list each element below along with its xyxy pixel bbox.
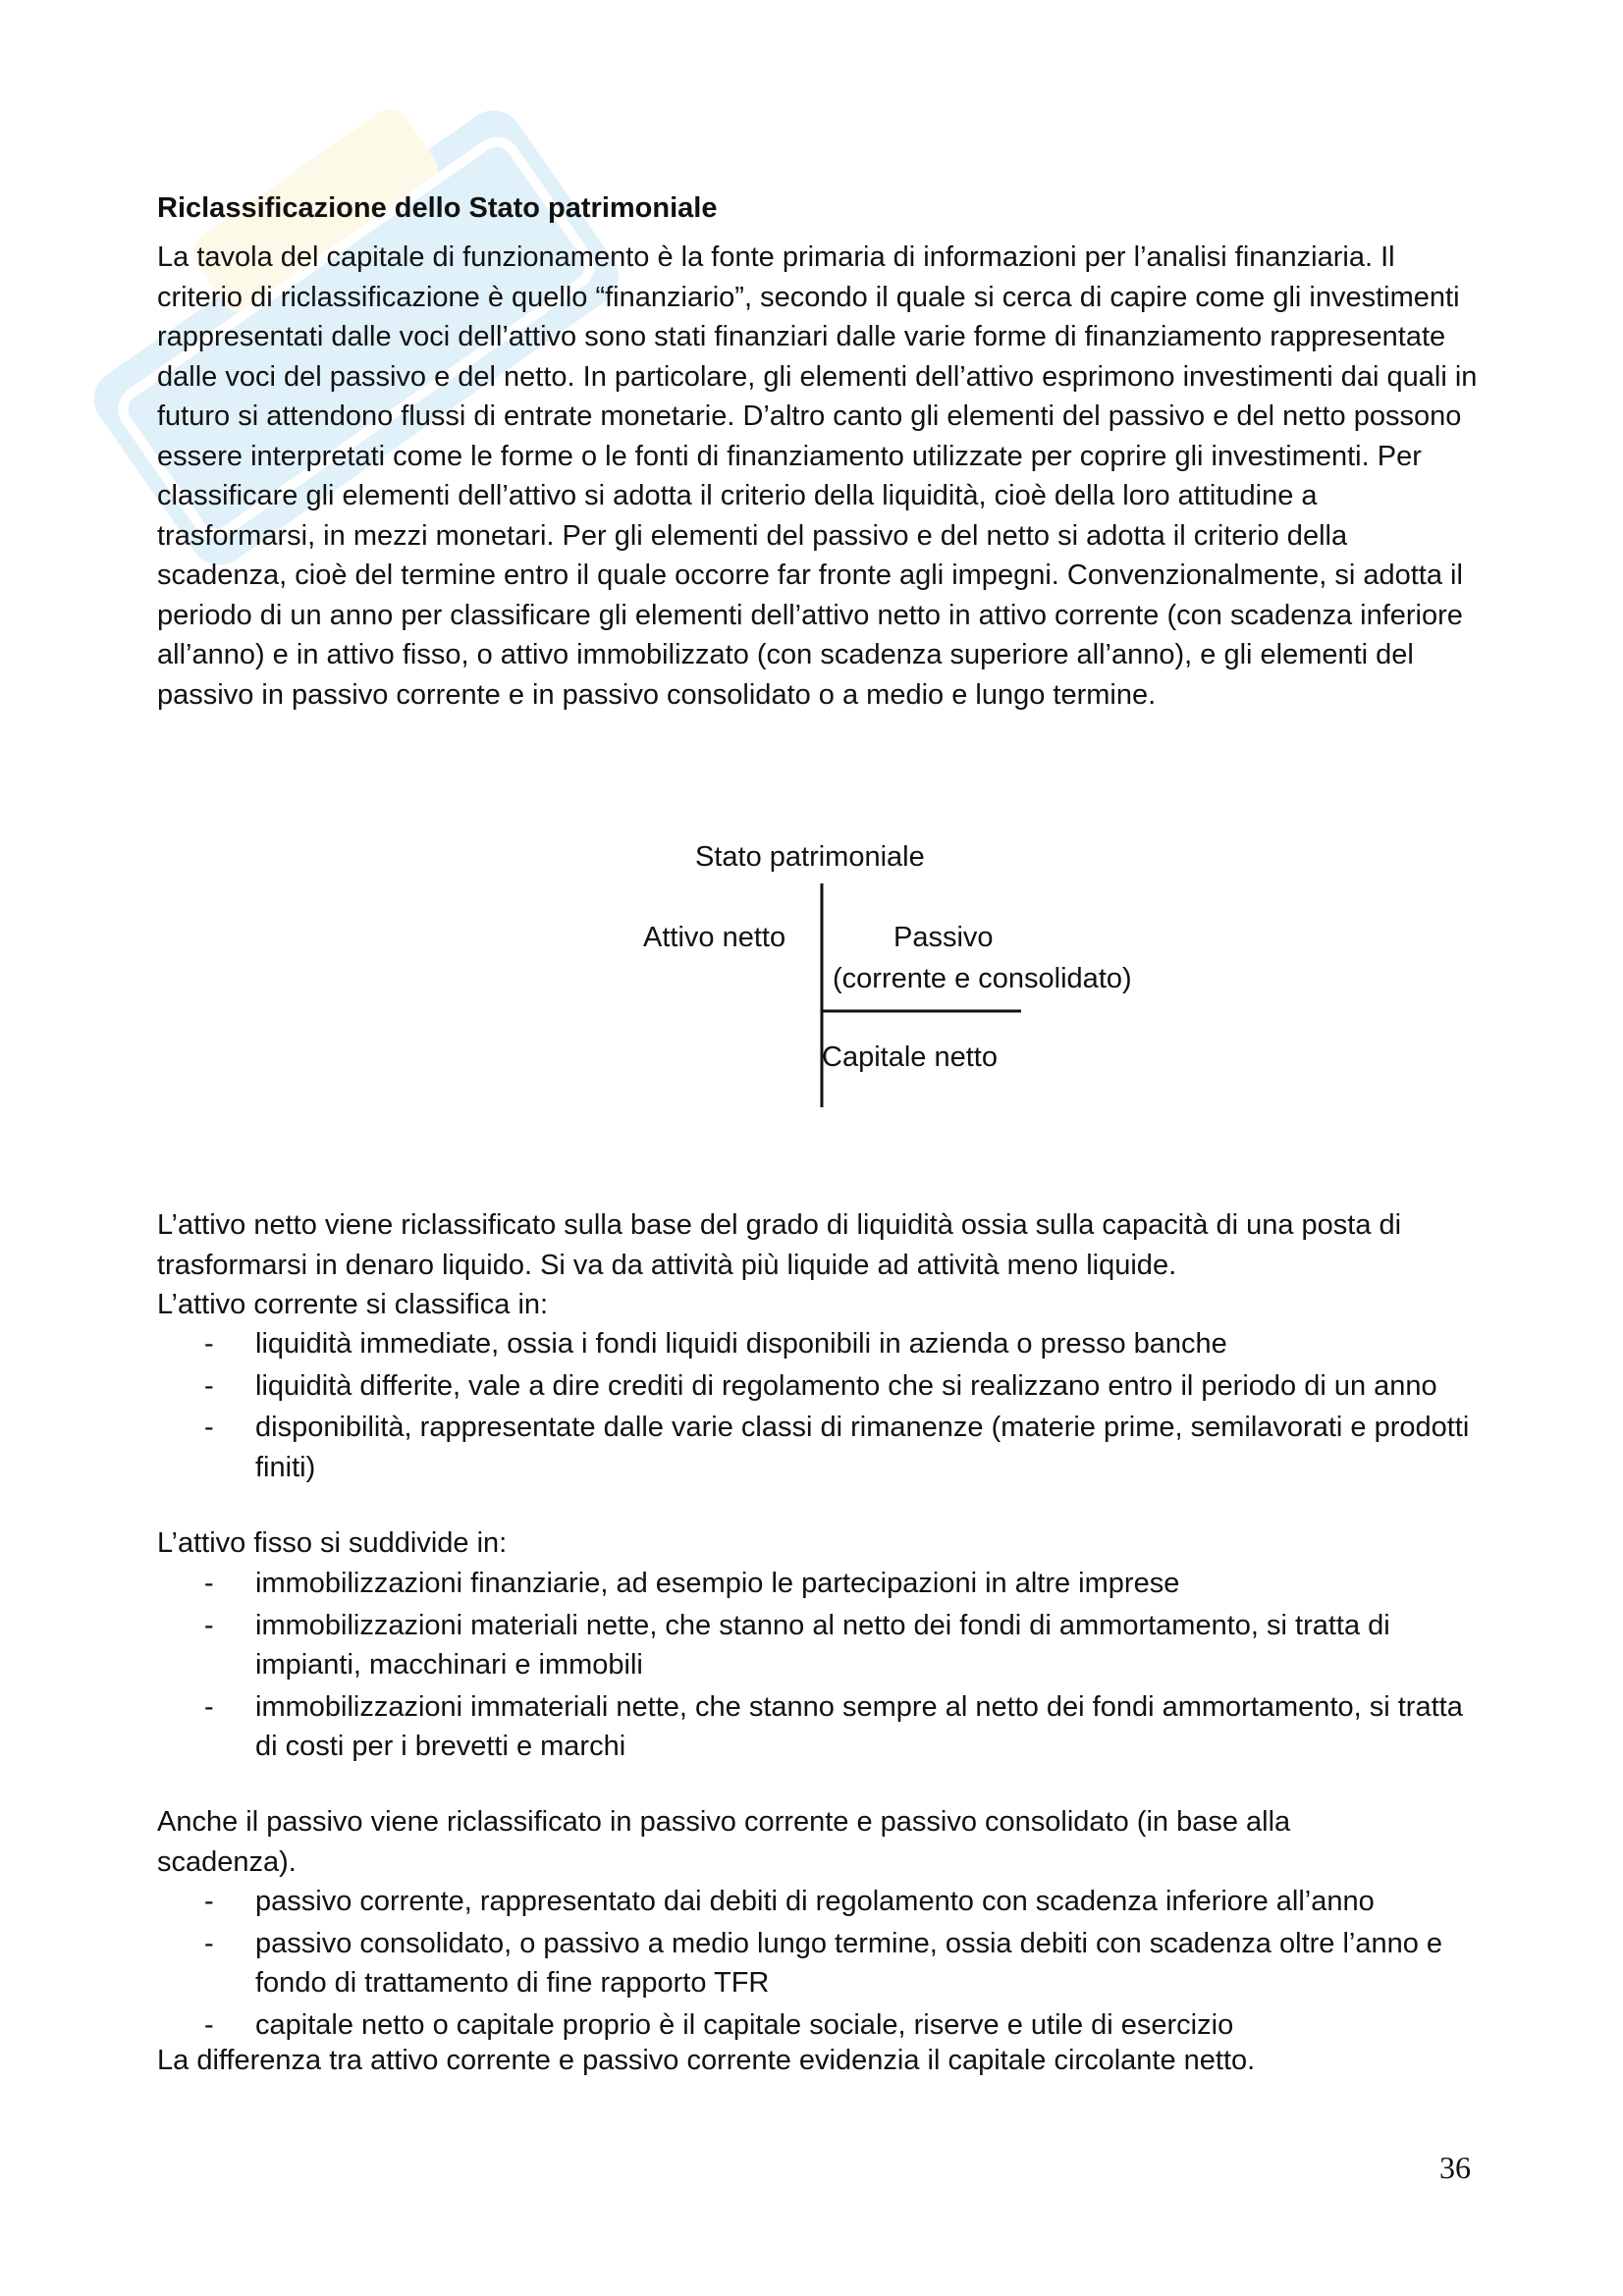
attivo-corrente-list — [157, 1324, 1478, 1489]
list-item: - liquidità differite, vale a dire crediti di regolamento che si realizzano entro il periodo di un anno — [204, 1369, 1437, 1402]
attivo-fisso-paragraph: L’attivo fisso si suddivide in: — [157, 1527, 508, 1559]
passivo-list — [157, 1882, 1478, 2047]
page-number: 36 — [1439, 2150, 1471, 2185]
diagram-right-bottom-label: Capitale netto — [822, 1041, 998, 1073]
diagram-title: Stato patrimoniale — [695, 841, 925, 873]
list-item: - immobilizzazioni finanziarie, ad esempio le partecipazioni in altre imprese — [204, 1568, 1180, 1599]
list-item: - passivo corrente, rappresentato dai debiti di regolamento con scadenza inferiore all’anno — [204, 1886, 1375, 1917]
list-item: - liquidità immediate, ossia i fondi liquidi disponibili in azienda o presso banche — [204, 1328, 1227, 1360]
closing-paragraph: La differenza tra attivo corrente e passivo corrente evidenzia il capitale circolante netto. — [157, 2045, 1256, 2076]
list-item: - capitale netto o capitale proprio è il capitale sociale, riserve e utile di esercizio — [204, 2008, 1234, 2041]
list-item: - immobilizzazioni materiali nette, che stanno al netto dei fondi di ammortamento, si tratta di impianti, macchinari e immobili — [204, 1609, 1390, 1681]
section-title: Riclassificazione dello Stato patrimoniale — [157, 192, 718, 224]
intro-paragraph: La tavola del capitale di funzionamento è la fonte primaria di informazioni per l’analisi finanziaria. Il criterio di riclassificazione è quello “finanziario”, secondo il quale si cerca di capire come gli investimenti rappresentati dalle voci dell’attivo sono stati finanziari dalle varie forme di finanziamento rappresentate dalle voci del passivo e del netto. In particolare, gli elementi dell’attivo esprimono investimenti dai quali in futuro si attendono flussi di entrate monetarie. D’altro canto gli elementi del passivo e del netto possono essere interpretati come le forme o le fonti di finanziamento utilizzate per coprire gli investimenti. Per classificare gli elementi dell’attivo si adotta il criterio della liquidità, cioè della loro attitudine a trasformarsi, in mezzi monetari. Per gli elementi del passivo e del netto si adotta il criterio della scadenza, cioè del termine entro il quale occorre far fronte agli impegni. Convenzionalmente, si adotta il periodo di un anno per classificare gli elementi dell’attivo netto in attivo corrente (con scadenza inferiore all’anno) e in attivo fisso, o attivo immobilizzato (con scadenza superiore all’anno), e gli elementi del passivo in passivo corrente e in passivo consolidato o a medio e lungo termine. — [157, 241, 1478, 711]
diagram-right-top-sublabel: (corrente e consolidato) — [833, 963, 1132, 994]
list-item: - disponibilità, rappresentate dalle varie classi di rimanenze (materie prime, semilavorati e prodotti finiti) — [204, 1412, 1470, 1483]
attivo-fisso-list — [157, 1564, 1478, 1769]
diagram-right-top-label: Passivo — [893, 922, 994, 953]
list-item: - passivo consolidato, o passivo a medio lungo termine, ossia debiti con scadenza oltre l’anno e fondo di trattamento di fine rapporto TFR — [204, 1927, 1443, 1999]
list-item: - immobilizzazioni immateriali nette, che stanno sempre al netto dei fondi ammortamento, si tratta di costi per i brevetti e marchi — [204, 1690, 1463, 1762]
diagram-left-label: Attivo netto — [643, 922, 786, 953]
passivo-paragraph: Anche il passivo viene riclassificato in passivo corrente e passivo consolidato (in base alla scadenza). — [157, 1806, 1291, 1878]
attivo-paragraph: L’attivo netto viene riclassificato sulla base del grado di liquidità ossia sulla capacità di una posta di trasformarsi in denaro liquido. Si va da attività più liquide ad attività meno liquide. L’attivo corrente si classifica in: — [157, 1209, 1402, 1320]
